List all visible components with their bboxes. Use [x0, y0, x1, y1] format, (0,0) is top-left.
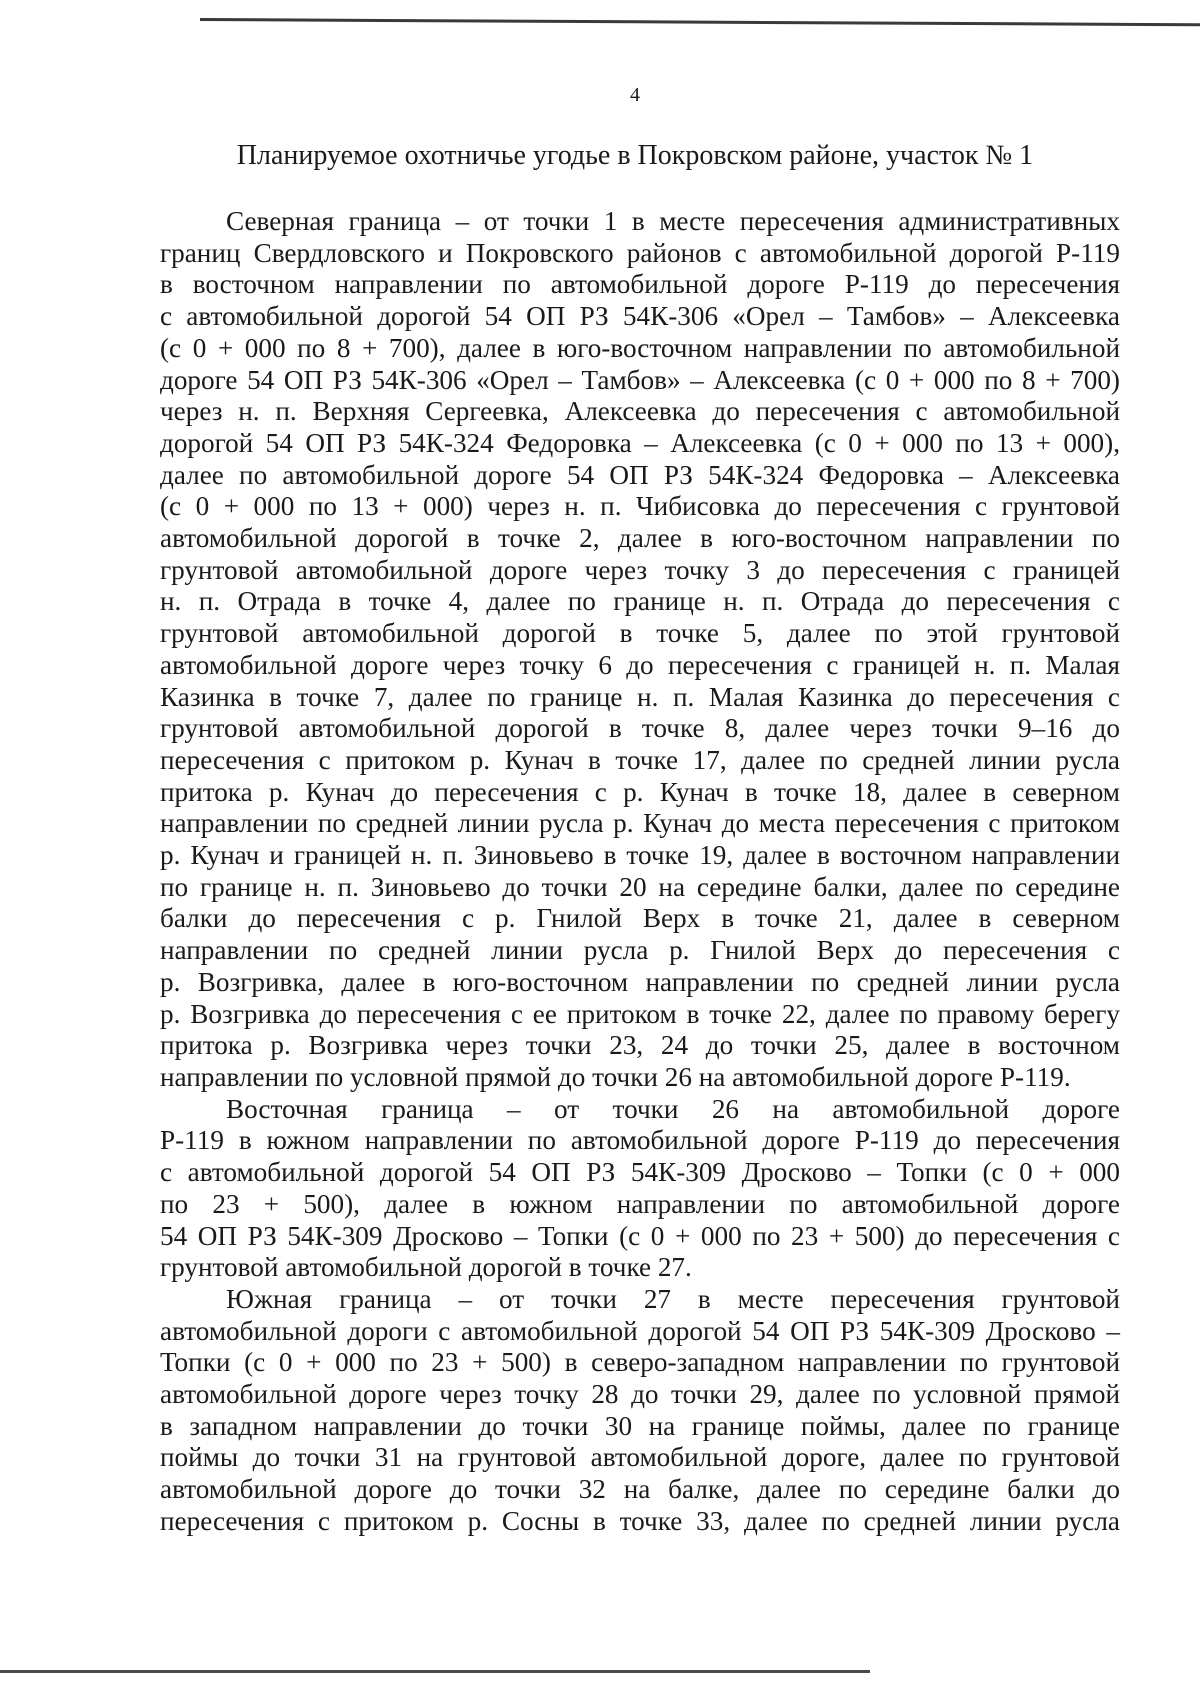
text-line: грунтовой автомобильной дороге через точку 3 до пересечения с границей: [160, 554, 1120, 585]
scan-edge-bottom: [0, 1670, 870, 1673]
text-line: грунтовой автомобильной дорогой в точке 27.: [160, 1252, 692, 1283]
text-line: пересечения с притоком р. Кунач в точке 17, далее по средней линии русла: [160, 744, 1120, 775]
text-line: (с 0 + 000 по 13 + 000) через н. п. Чибисовка до пересечения с грунтовой: [160, 491, 1120, 522]
text-line: дорогой 54 ОП РЗ 54К-324 Федоровка – Алексеевка (с 0 + 000 по 13 + 000),: [160, 427, 1120, 458]
text-line: автомобильной дороге через точку 28 до точки 29, далее по условной прямой: [160, 1379, 1120, 1410]
text-line: в восточном направлении по автомобильной дороге Р-119 до пересечения: [160, 269, 1120, 300]
text-line: далее по автомобильной дороге 54 ОП РЗ 54К-324 Федоровка – Алексеевка: [160, 459, 1120, 490]
text-line: в западном направлении до точки 30 на границе поймы, далее по границе: [160, 1410, 1120, 1441]
text-line: поймы до точки 31 на грунтовой автомобильной дороге, далее по грунтовой: [160, 1442, 1120, 1473]
text-line: р. Возгривка до пересечения с ее притоком в точке 22, далее по правому берегу: [160, 998, 1120, 1029]
text-line: границ Свердловского и Покровского районов с автомобильной дорогой Р-119: [160, 237, 1120, 268]
scan-edge-top: [200, 0, 1200, 26]
text-line: притока р. Возгривка через точки 23, 24 до точки 25, далее в восточном: [160, 1030, 1120, 1061]
text-line: пересечения с притоком р. Сосны в точке 33, далее по средней линии русла: [160, 1505, 1120, 1536]
page-number: 4: [630, 84, 640, 106]
text-line: по 23 + 500), далее в южном направлении по автомобильной дороге: [160, 1188, 1120, 1219]
text-line: притока р. Кунач до пересечения с р. Кунач в точке 18, далее в северном: [160, 776, 1120, 807]
paragraph-south-line: Южная граница – от точки 27 в месте пересечения грунтовой: [226, 1283, 1120, 1314]
text-line: (с 0 + 000 по 8 + 700), далее в юго-восточном направлении по автомобильной: [160, 332, 1120, 363]
text-line: с автомобильной дорогой 54 ОП РЗ 54К-309 Дросково – Топки (с 0 + 000: [160, 1157, 1120, 1188]
text-line: Р-119 в южном направлении по автомобильной дороге Р-119 до пересечения: [160, 1125, 1120, 1156]
text-line: дороге 54 ОП РЗ 54К-306 «Орел – Тамбов» – Алексеевка (с 0 + 000 по 8 + 700): [160, 364, 1120, 395]
text-line: балки до пересечения с р. Гнилой Верх в точке 21, далее в северном: [160, 903, 1120, 934]
text-line: направлении по средней линии русла р. Кунач до места пересечения с притоком: [160, 808, 1120, 839]
text-line: Казинка в точке 7, далее по границе н. п. Малая Казинка до пересечения с: [160, 681, 1120, 712]
text-line: автомобильной дороги с автомобильной дорогой 54 ОП РЗ 54К-309 Дросково –: [160, 1315, 1120, 1346]
document-title: Планируемое охотничье угодье в Покровском районе, участок № 1: [236, 140, 1034, 171]
text-line: через н. п. Верхняя Сергеевка, Алексеевка до пересечения с автомобильной: [160, 396, 1120, 427]
text-line: н. п. Отрада в точке 4, далее по границе н. п. Отрада до пересечения с: [160, 586, 1120, 617]
text-line: с автомобильной дорогой 54 ОП РЗ 54К-306 «Орел – Тамбов» – Алексеевка: [160, 301, 1120, 332]
text-line: автомобильной дороге до точки 32 на балке, далее по середине балки до: [160, 1474, 1120, 1505]
paragraph-east-line: Восточная граница – от точки 26 на автомобильной дороге: [226, 1093, 1120, 1124]
text-line: р. Кунач и границей н. п. Зиновьево в точке 19, далее в восточном направлении: [160, 840, 1120, 871]
text-line: Топки (с 0 + 000 по 23 + 500) в северо-западном направлении по грунтовой: [160, 1347, 1120, 1378]
text-line: направлении по средней линии русла р. Гнилой Верх до пересечения с: [160, 935, 1120, 966]
text-line: р. Возгривка, далее в юго-восточном направлении по средней линии русла: [160, 966, 1120, 997]
paragraph-north-line: Северная граница – от точки 1 в месте пересечения административных: [226, 206, 1120, 236]
text-line: автомобильной дороге через точку 6 до пересечения с границей н. п. Малая: [160, 649, 1120, 680]
text-line: грунтовой автомобильной дорогой в точке 8, далее через точки 9–16 до: [160, 713, 1120, 744]
text-line: 54 ОП РЗ 54К-309 Дросково – Топки (с 0 + 000 по 23 + 500) до пересечения с: [160, 1220, 1120, 1251]
text-line: грунтовой автомобильной дорогой в точке 5, далее по этой грунтовой: [160, 618, 1120, 649]
text-line: направлении по условной прямой до точки 26 на автомобильной дороге Р-119.: [160, 1061, 1071, 1092]
document-body: [160, 206, 1120, 1538]
text-line: автомобильной дорогой в точке 2, далее в юго-восточном направлении по: [160, 523, 1120, 554]
text-line: по границе н. п. Зиновьево до точки 20 на середине балки, далее по середине: [160, 871, 1120, 902]
